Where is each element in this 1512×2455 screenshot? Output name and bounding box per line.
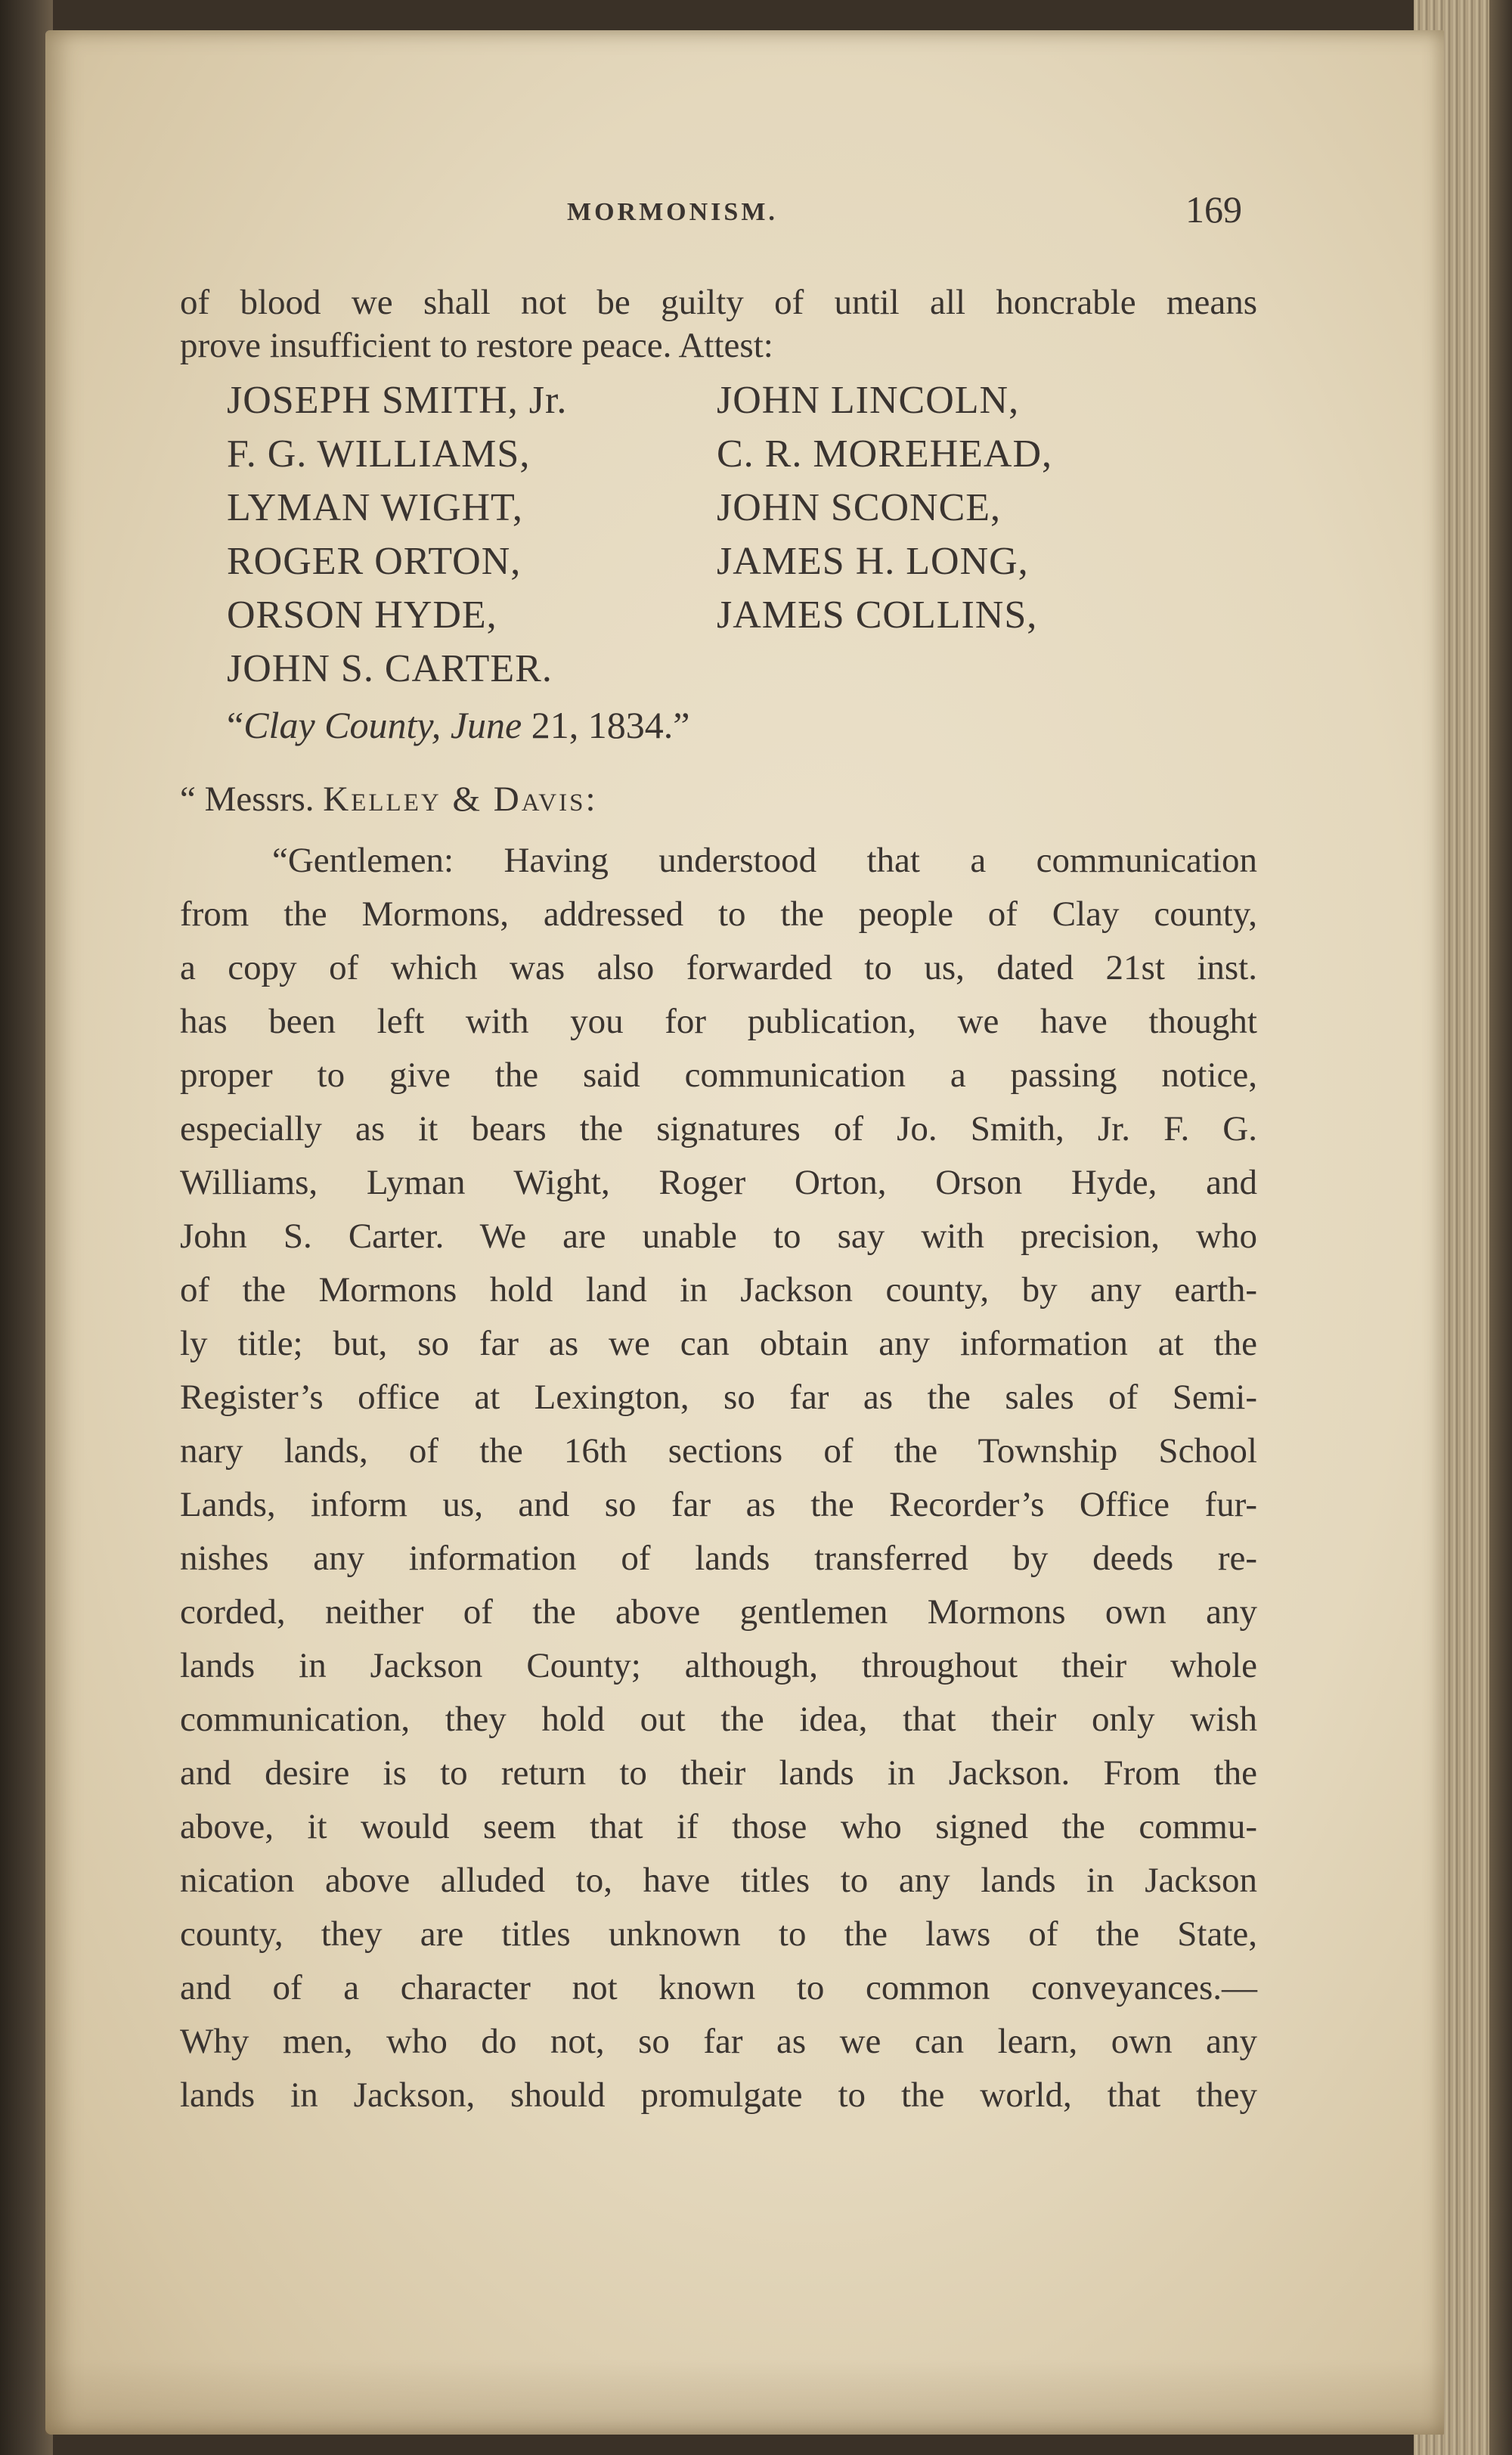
signature-name: JOSEPH SMITH, Jr. xyxy=(227,379,568,422)
letter-line: John S. Carter. We are unable to say with precision, who xyxy=(180,1217,1257,1256)
letter-line: and of a character not known to common conveyances.— xyxy=(180,1968,1257,2007)
signatures-right-column xyxy=(717,374,1052,642)
salutation-prefix: “ Messrs. xyxy=(180,780,324,819)
salutation-names: Kelley & Davis: xyxy=(323,780,598,819)
dateline-date: 21, 1834.” xyxy=(522,704,690,746)
signature-name: JOHN LINCOLN, xyxy=(717,379,1020,422)
signature-name: JOHN S. CARTER. xyxy=(227,647,553,690)
signatures-left-column xyxy=(227,374,567,696)
dateline-place: Clay County, xyxy=(243,704,442,746)
running-header: MORMONISM. xyxy=(567,198,778,226)
letter-line: lands in Jackson County; although, throughout their whole xyxy=(180,1646,1257,1685)
signature-name: C. R. MOREHEAD, xyxy=(717,432,1053,476)
letter-line: and desire is to return to their lands in Jackson. From the xyxy=(180,1753,1257,1793)
page-shadow xyxy=(45,2359,1444,2435)
letter-line: especially as it bears the signatures of Jo. Smith, Jr. F. G. xyxy=(180,1109,1257,1148)
signature-name: ROGER ORTON, xyxy=(227,540,522,583)
letter-line: county, they are titles unknown to the laws of the State, xyxy=(180,1914,1257,1954)
opening-line-2: prove insufficient to restore peace. Attest: xyxy=(180,326,773,365)
dateline-open-quote: “ xyxy=(227,704,244,746)
letter-line: communication, they hold out the idea, that their only wish xyxy=(180,1700,1257,1739)
letter-line: corded, neither of the above gentlemen Mormons own any xyxy=(180,1592,1257,1632)
signature-name: JOHN SCONCE, xyxy=(717,486,1002,529)
dateline-month: June xyxy=(450,704,522,746)
signature-name: LYMAN WIGHT, xyxy=(227,486,523,529)
letter-line: Williams, Lyman Wight, Roger Orton, Orson Hyde, and xyxy=(180,1163,1257,1202)
signature-name: JAMES H. LONG, xyxy=(717,540,1029,583)
letter-line: nishes any information of lands transferred by deeds re- xyxy=(180,1539,1257,1578)
letter-line: from the Mormons, addressed to the people of Clay county, xyxy=(180,894,1257,934)
letter-line-1: “Gentlemen: Having understood that a communication xyxy=(272,841,1257,880)
letter-line: Register’s office at Lexington, so far as the sales of Semi- xyxy=(180,1378,1257,1417)
letter-line: Why men, who do not, so far as we can learn, own any xyxy=(180,2022,1257,2061)
letter-line: proper to give the said communication a passing notice, xyxy=(180,1055,1257,1095)
signature-name: ORSON HYDE, xyxy=(227,594,497,637)
letter-line: of the Mormons hold land in Jackson county, by any earth- xyxy=(180,1270,1257,1310)
salutation xyxy=(180,779,598,820)
dateline xyxy=(227,703,689,747)
signature-name: JAMES COLLINS, xyxy=(717,594,1038,637)
letter-line: nication above alluded to, have titles to any lands in Jackson xyxy=(180,1861,1257,1900)
signature-name: F. G. WILLIAMS, xyxy=(227,432,531,476)
letter-line: Lands, inform us, and so far as the Recorder’s Office fur- xyxy=(180,1485,1257,1524)
letter-line: ly title; but, so far as we can obtain any information at the xyxy=(180,1324,1257,1363)
cover-edge xyxy=(1489,0,1512,2455)
letter-line: nary lands, of the 16th sections of the Township School xyxy=(180,1431,1257,1471)
letter-line: a copy of which was also forwarded to us, dated 21st inst. xyxy=(180,948,1257,987)
letter-line: has been left with you for publication, we have thought xyxy=(180,1002,1257,1041)
page-number: 169 xyxy=(1185,188,1242,231)
opening-line-1: of blood we shall not be guilty of until all honcrable means xyxy=(180,283,1257,322)
letter-line: lands in Jackson, should promulgate to the world, that they xyxy=(180,2075,1257,2115)
letter-line: above, it would seem that if those who signed the commu- xyxy=(180,1807,1257,1846)
